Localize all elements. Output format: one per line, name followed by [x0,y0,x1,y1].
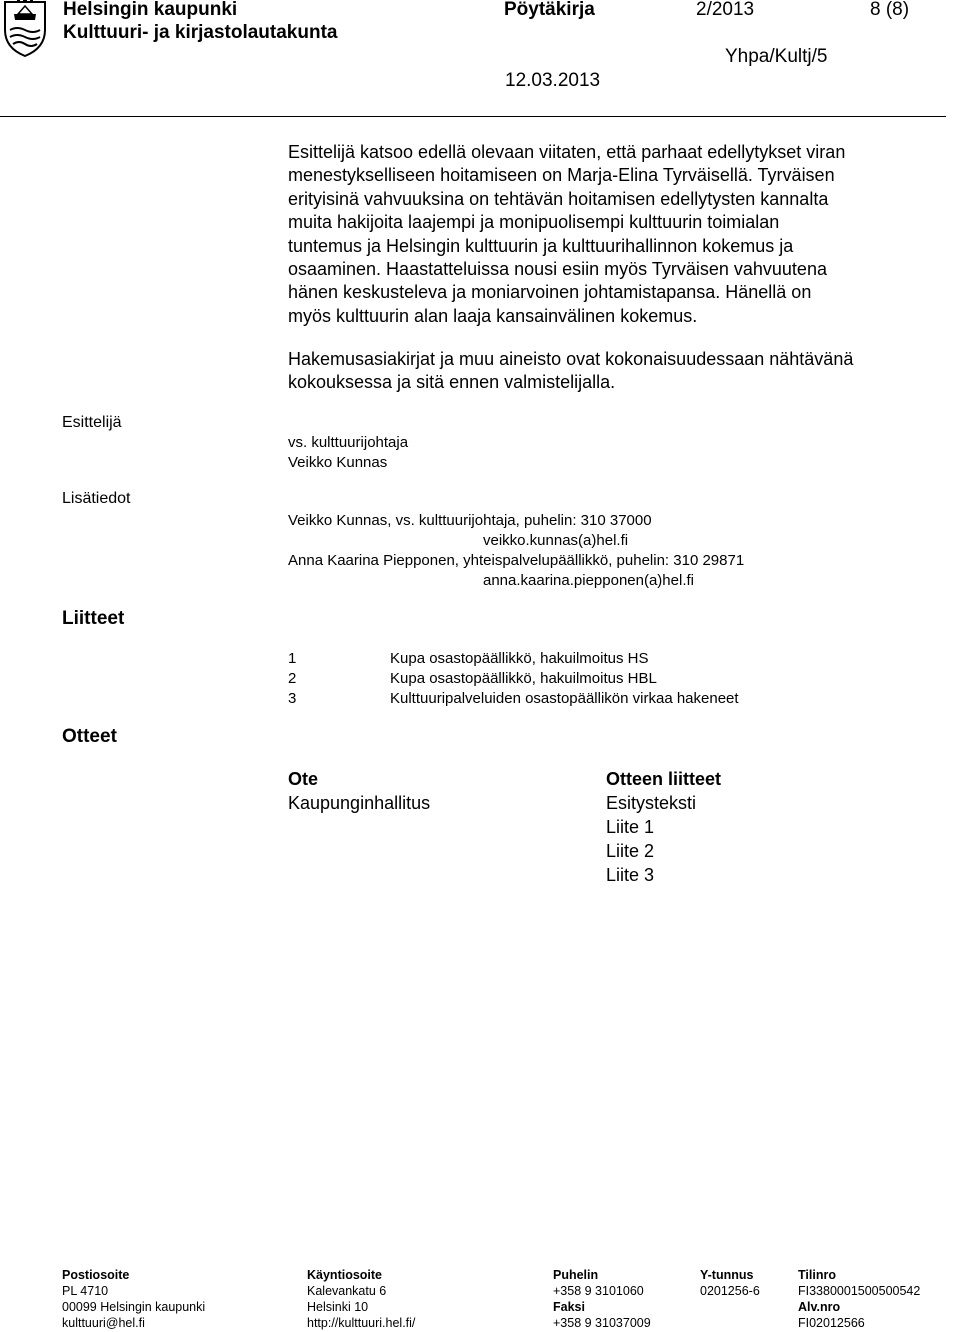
excerpt-heading: Ote [288,769,319,789]
footer-value: +358 9 3101060 [553,1284,644,1298]
attachment-item[interactable]: Kupa osastopäällikkö, hakuilmoitus HS [390,650,649,667]
paragraph-line: myös kulttuurin alan laaja kansainvälinen kokemus. [288,305,698,326]
paragraph-line: kokouksessa ja sitä ennen valmistelijalla. [288,372,616,393]
excerpts-label: Otteet [62,726,117,747]
excerpt-recipient: Kaupunginhallitus [288,793,431,813]
attachment-number: 2 [288,670,297,687]
paragraph-line: Esittelijä katsoo edellä olevaan viitaten, että parhaat edellytykset viran [288,142,846,162]
footer-value: PL 4710 [62,1284,109,1298]
paragraph-line: Hakemusasiakirjat ja muu aineisto ovat kokonaisuudessaan nähtävänä [288,349,854,369]
excerpt-attachment-item: Liite 3 [606,865,655,885]
excerpt-attachment-item: Esitysteksti [606,793,697,813]
document-type: Pöytäkirja [504,0,595,20]
footer-label: Y-tunnus [700,1268,754,1282]
attachment-item[interactable]: Kulttuuripalveluiden osastopäällikön virkaa hakeneet [390,690,739,707]
footer-label: Tilinro [798,1268,836,1282]
paragraph-line: tuntemus ja Helsingin kulttuurin ja kulttuurihallinnon kokemus ja [288,235,794,256]
board-name: Kulttuuri- ja kirjastolautakunta [63,22,338,43]
contact-email-1[interactable]: veikko.kunnas(a)hel.fi [483,532,629,549]
footer-website-link[interactable]: http://kulttuuri.hel.fi/ [307,1316,416,1330]
decision-paragraph [288,141,948,328]
footer-label: Faksi [553,1300,585,1314]
footer-value: 0201256-6 [700,1284,760,1298]
presenter-name: Veikko Kunnas [288,454,388,471]
excerpt-attachment-item: Liite 2 [606,841,655,861]
footer-email[interactable]: kulttuuri@hel.fi [62,1316,145,1330]
presenter-label: Esittelijä [62,414,122,431]
meeting-date: 12.03.2013 [505,70,601,91]
attachment-number: 1 [288,650,297,667]
presenter-title: vs. kulttuurijohtaja [288,434,409,451]
contact-email-2[interactable]: anna.kaarina.piepponen(a)hel.fi [483,572,694,589]
paragraph-line: menestykselliseen hoitamiseen on Marja-Elina Tyrväisellä. Tyrväisen [288,165,835,186]
footer-postal-address [62,1267,205,1331]
contact-person-2: Anna Kaarina Piepponen, yhteispalvelupäällikkö, puhelin: 310 29871 [288,552,745,569]
excerpt-attachment-item: Liite 1 [606,817,655,837]
paragraph-line: hänen keskusteleva ja moniarvoinen johtamistapansa. Hänellä on [288,282,812,303]
document-number: 2/2013 [696,0,755,20]
excerpt-attachments-column [606,767,721,887]
header-divider [0,116,946,117]
footer-business-id [700,1267,760,1299]
paragraph-line: muita hakijoita laajempi ja monipuolisempi kulttuurin toimialan [288,212,780,233]
footer-value: +358 9 31037009 [553,1316,651,1330]
excerpt-recipient-column [288,767,430,815]
footer-label: Puhelin [553,1268,599,1282]
reference-code: Yhpa/Kultj/5 [725,46,828,67]
footer-visiting-address [307,1267,415,1331]
documents-availability-paragraph [288,348,948,395]
footer-label: Postiosoite [62,1268,130,1282]
footer-phone [553,1267,651,1331]
footer-label: Alv.nro [798,1300,841,1314]
city-coat-of-arms-logo [2,0,48,58]
excerpt-attachments-heading: Otteen liitteet [606,769,722,789]
attachment-item[interactable]: Kupa osastopäällikkö, hakuilmoitus HBL [390,670,657,687]
contact-person-1: Veikko Kunnas, vs. kulttuurijohtaja, puhelin: 310 37000 [288,512,652,529]
organization-name: Helsingin kaupunki [63,0,238,20]
page-number: 8 (8) [870,0,910,20]
footer-value: Kalevankatu 6 [307,1284,387,1298]
paragraph-line: osaaminen. Haastatteluissa nousi esiin myös Tyrväisen vahvuutena [288,259,827,280]
paragraph-line: erityisinä vahvuuksina on tehtävän hoitamisen edellytysten kannalta [288,188,829,209]
additional-info-label: Lisätiedot [62,490,131,507]
footer-value: 00099 Helsingin kaupunki [62,1300,206,1314]
attachments-label: Liitteet [62,608,125,629]
footer-account [798,1267,920,1331]
footer-value: FI3380001500500542 [798,1284,921,1298]
attachment-number: 3 [288,690,297,707]
footer-value: Helsinki 10 [307,1300,369,1314]
footer-value: FI02012566 [798,1316,865,1330]
footer-label: Käyntiosoite [307,1268,383,1282]
